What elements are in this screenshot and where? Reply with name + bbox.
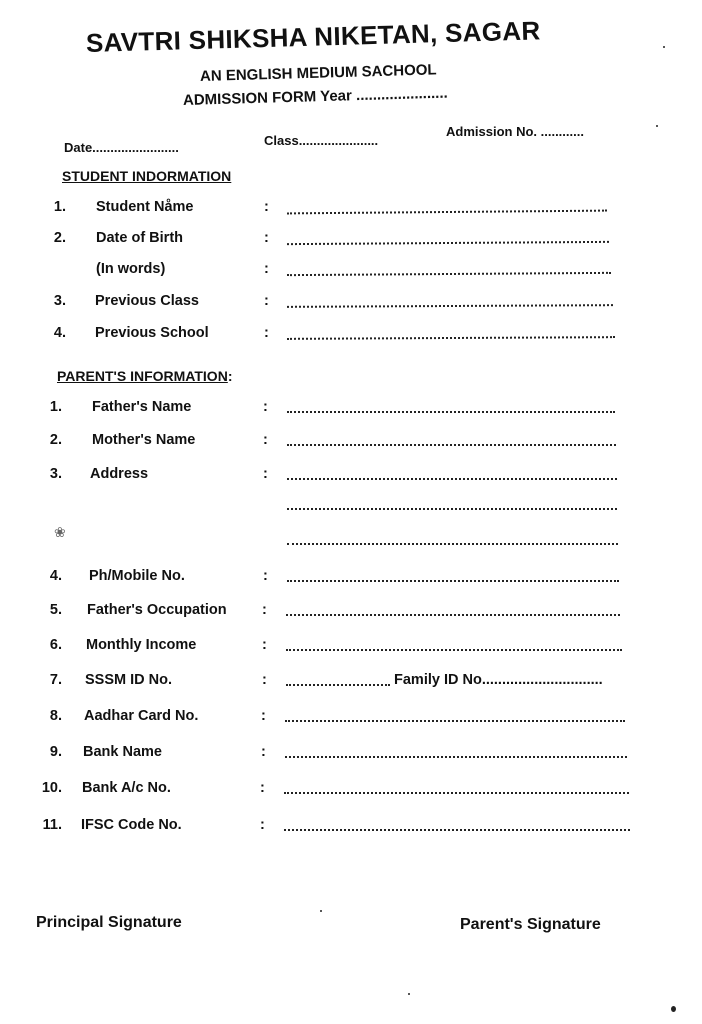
family-id-field[interactable]: Family ID No.............................. bbox=[394, 672, 603, 688]
occupation-label: Father's Occupation bbox=[87, 602, 227, 618]
row-number: 4. bbox=[53, 325, 66, 341]
address-row bbox=[40, 466, 630, 488]
speck bbox=[408, 993, 410, 995]
mother-name-line[interactable] bbox=[287, 444, 616, 446]
row-number: 10. bbox=[41, 780, 62, 796]
bank-account-row bbox=[40, 780, 640, 802]
colon: : bbox=[263, 432, 268, 448]
monthly-income-line[interactable] bbox=[286, 649, 622, 651]
speck bbox=[320, 910, 322, 912]
colon: : bbox=[264, 325, 269, 341]
dob-words-label: (In words) bbox=[96, 261, 166, 277]
mobile-row bbox=[40, 568, 635, 590]
ink-smudge-icon: ❀ bbox=[54, 524, 66, 540]
admission-no-field: Admission No. ............ bbox=[446, 124, 584, 139]
dob-label: Date of Birth bbox=[96, 230, 183, 246]
mother-name-label: Mother's Name bbox=[92, 432, 196, 448]
aadhar-line[interactable] bbox=[285, 720, 625, 722]
row-number: 4. bbox=[49, 568, 62, 584]
father-name-label: Father's Name bbox=[92, 399, 192, 415]
speck bbox=[671, 1006, 676, 1012]
occupation-line[interactable] bbox=[286, 614, 620, 616]
row-number: 1. bbox=[53, 199, 66, 215]
student-name-row bbox=[44, 199, 624, 221]
colon: : bbox=[261, 708, 266, 724]
student-name-label: Student Nåme bbox=[96, 199, 194, 215]
row-number: 7. bbox=[49, 672, 62, 688]
student-name-line[interactable] bbox=[287, 210, 607, 215]
occupation-row bbox=[40, 602, 635, 624]
mother-name-row bbox=[40, 432, 630, 454]
school-name: SAVTRI SHIKSHA NIKETAN, SAGAR bbox=[85, 15, 541, 58]
dob-words-row bbox=[44, 261, 624, 283]
ifsc-row bbox=[40, 817, 640, 839]
row-number: 3. bbox=[53, 293, 66, 309]
previous-class-label: Previous Class bbox=[95, 293, 199, 309]
ifsc-label: IFSC Code No. bbox=[81, 817, 182, 833]
row-number: 3. bbox=[49, 466, 62, 482]
monthly-income-row bbox=[40, 637, 635, 659]
sssm-id-line[interactable] bbox=[286, 684, 390, 686]
address-line-1[interactable] bbox=[287, 478, 617, 480]
colon: : bbox=[263, 568, 268, 584]
previous-school-label: Previous School bbox=[95, 325, 209, 341]
ifsc-line[interactable] bbox=[284, 829, 630, 831]
row-number: 2. bbox=[49, 432, 62, 448]
mobile-line[interactable] bbox=[287, 580, 619, 582]
bank-name-line[interactable] bbox=[285, 756, 627, 758]
colon: : bbox=[260, 817, 265, 833]
bank-account-label: Bank A/c No. bbox=[82, 780, 171, 796]
dob-row bbox=[44, 230, 624, 252]
bank-account-line[interactable] bbox=[284, 792, 629, 794]
school-subtitle: AN ENGLISH MEDIUM SACHOOL bbox=[199, 61, 437, 85]
principal-signature-label: Principal Signature bbox=[36, 914, 182, 931]
previous-class-line[interactable] bbox=[287, 304, 613, 308]
colon: : bbox=[264, 230, 269, 246]
mobile-label: Ph/Mobile No. bbox=[89, 568, 185, 584]
colon: : bbox=[262, 637, 267, 653]
colon: : bbox=[262, 602, 267, 618]
colon: : bbox=[264, 199, 269, 215]
colon: : bbox=[260, 780, 265, 796]
class-field: Class...................... bbox=[264, 133, 379, 148]
dob-words-line[interactable] bbox=[287, 272, 611, 276]
address-label: Address bbox=[90, 466, 149, 482]
previous-school-line[interactable] bbox=[287, 336, 615, 340]
admission-form-year: ADMISSION FORM Year ...................... bbox=[182, 84, 448, 109]
row-number: 11. bbox=[42, 817, 62, 833]
address-line-3[interactable] bbox=[287, 543, 618, 545]
row-number: 2. bbox=[53, 230, 66, 246]
previous-class-row bbox=[44, 293, 624, 315]
row-number: 5. bbox=[49, 602, 62, 618]
row-number: 9. bbox=[49, 744, 62, 760]
colon: : bbox=[264, 261, 269, 277]
father-name-row bbox=[40, 399, 630, 421]
row-number: 8. bbox=[49, 708, 62, 724]
parent-signature-label: Parent's Signature bbox=[460, 916, 601, 933]
speck bbox=[663, 46, 665, 48]
colon: : bbox=[263, 466, 268, 482]
colon: : bbox=[263, 399, 268, 415]
row-number: 6. bbox=[49, 637, 62, 653]
monthly-income-label: Monthly Income bbox=[86, 637, 197, 653]
colon: : bbox=[262, 672, 267, 688]
dob-line[interactable] bbox=[287, 241, 609, 245]
address-line-2[interactable] bbox=[287, 508, 617, 510]
aadhar-label: Aadhar Card No. bbox=[84, 708, 199, 724]
colon: : bbox=[264, 293, 269, 309]
colon: : bbox=[261, 744, 266, 760]
heading-colon: : bbox=[227, 368, 233, 384]
student-info-heading: STUDENT INDORMATION bbox=[62, 168, 232, 184]
date-field: Date........................ bbox=[64, 140, 179, 155]
bank-name-label: Bank Name bbox=[83, 744, 162, 760]
aadhar-row bbox=[40, 708, 640, 730]
parent-info-heading-text: PARENT'S INFORMATION bbox=[57, 368, 228, 384]
bank-name-row bbox=[40, 744, 640, 766]
parent-info-heading bbox=[57, 368, 232, 384]
father-name-line[interactable] bbox=[287, 411, 615, 413]
previous-school-row bbox=[44, 325, 624, 347]
row-number: 1. bbox=[49, 399, 62, 415]
sssm-id-label: SSSM ID No. bbox=[85, 672, 173, 688]
speck bbox=[656, 125, 658, 127]
